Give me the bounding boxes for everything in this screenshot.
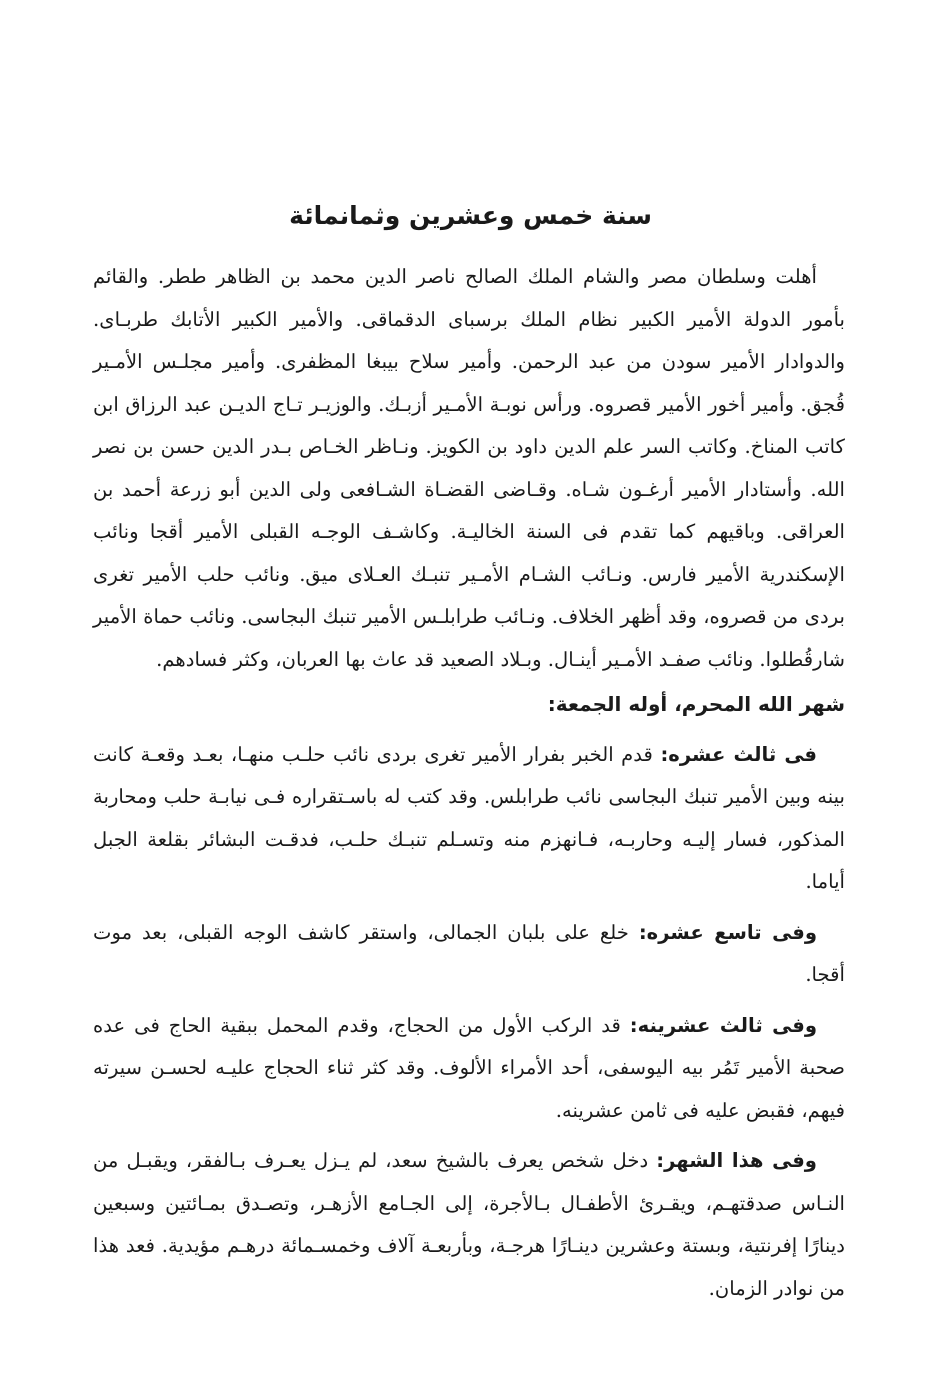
entry-paragraph-1 xyxy=(93,734,845,904)
entry-text: قدم الخبر بفرار الأمير تغرى بردى نائب حلـب منهـا، بعـد وقعـة كانت بينه وبين الأمير تنبك البجاسى نائب طرابلس. وقد كتب له باسـتقراره فـى نيابـة حلب ومحاربة المذكور، فسار إليـه وحاربـه، فـانهزم منه وتسـلم تنبـك حلـب، فدقـت البشائر بقلعة الجبل أياما. xyxy=(93,742,845,893)
entry-lead: وفى هذا الشهر: xyxy=(656,1149,817,1172)
entry-lead: فى ثالث عشره: xyxy=(660,742,817,766)
intro-paragraph: أهلت وسلطان مصر والشام الملك الصالح ناصر الدين محمد بن الظاهر ططر. والقائم بأمور الدولة الأمير الكبير نظام الملك برسباى الدقماقى. والأمير الكبير الأتابك طربـاى. والدوادار الأمير سودن من عبد الرحمن. وأمير سلاح بيبغا المظفرى. وأمير مجلـس الأمـير قُجق. وأمير أخور الأمير قصروه. ورأس نوبـة الأمـير أزبـك. والوزيـر تـاج الديـن عبد الرزاق ابن كاتب المناخ. وكاتب السر علم الدين داود بن الكويز. ونـاظر الخـاص بـدر الدين حسن بن نصر الله. وأستادار الأمير أرغـون شـاه. وقـاضى القضـاة الشـافعى ولى الدين أبو زرعة أحمد بن العراقى. وباقيهم كما تقدم فى السنة الخاليـة. وكاشـف الوجـه القبلى الأمير أقجا ونائب الإسكندرية الأمير فارس. ونـائب الشـام الأمـير تنبـك العـلاى ميق. ونائب حلب الأمير تغرى بردى من قصروه، وقد أظهر الخلاف. ونـائب طرابلـس الأمير تنبك البجاسى. ونائب حماة الأمير شارقُطلوا. ونائب صفـد الأمـير أينـال. وبـلاد الصعيد قد عاث بها العربان، وكثر فسادهم. xyxy=(93,265,845,671)
entry-text: دخل شخص يعرف بالشيخ سعد، لم يـزل يعـرف بـالفقر، ويقبـل من النـاس صدقتهـم، ويقـرئ الأطفـال بـالأجرة، إلى الجـامع الأزهـر، وتصـدق بمـائتين وسبعين دينارًا إفرنتية، وبستة وعشرين دينـارًا هرجـة، وبأربعـة آلاف وخمسـمائة درهـم مؤيدية. فعد هذا من نوادر الزمان. xyxy=(93,1149,845,1300)
entry-lead: وفى ثالث عشرينه: xyxy=(629,1013,818,1037)
page-title: سنة خمس وعشرين وثمانمائة xyxy=(289,201,652,230)
entry-lead: وفى تاسع عشره: xyxy=(638,920,817,944)
entry-paragraph-4 xyxy=(93,1140,845,1310)
entry-paragraph-2 xyxy=(93,912,845,997)
document-body xyxy=(93,256,845,1310)
entry-text: خلع على بلبان الجمالى، واستقر كاشف الوجه القبلى، بعد موت أقجا. xyxy=(93,920,845,986)
month-heading: شهر الله المحرم، أوله الجمعة: xyxy=(547,692,845,716)
entry-text: قد الركب الأول من الحجاج، وقدم المحمل ببقية الحاج فى عده صحبة الأمير تَمُر بيه اليوسفى، أحد الأمراء الألوف. وقد كثر ثناء الحجاج عليـه لحسـن سيرته فيهم، فقبض عليه فى ثامن عشرينه. xyxy=(93,1013,845,1122)
entry-paragraph-3 xyxy=(93,1005,845,1133)
